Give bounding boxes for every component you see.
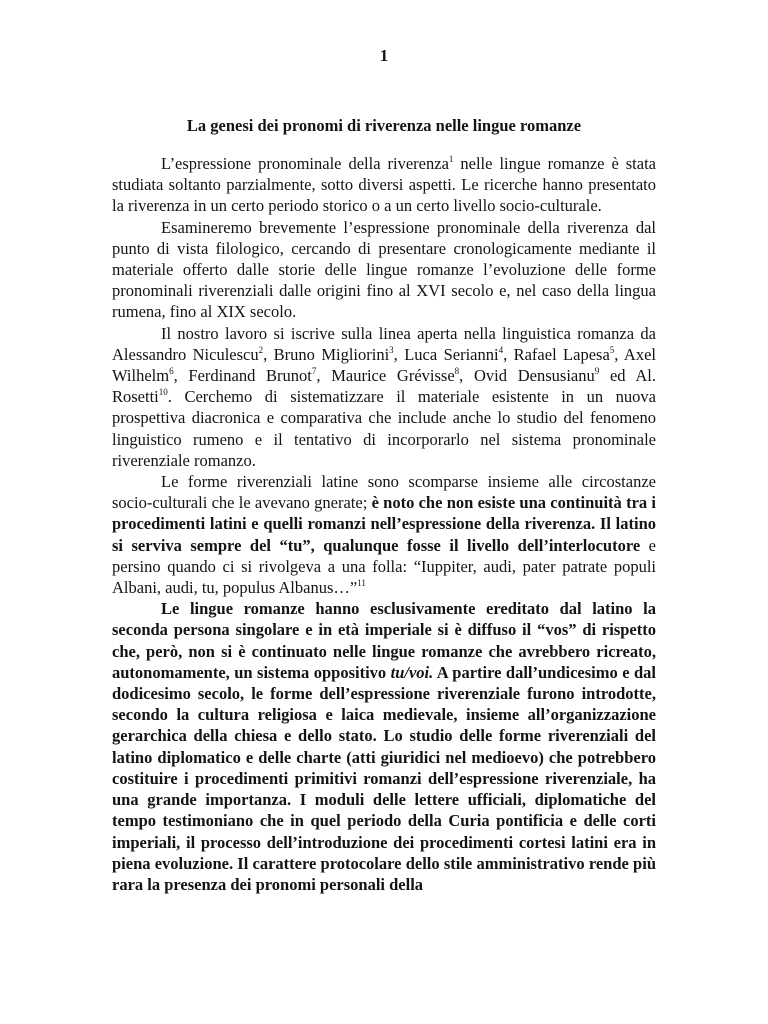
document-body (112, 153, 656, 895)
text-run: nelle lingue romanze è stata studiata soltanto parzialmente, sotto diversi aspetti. Le ricerche hanno presentato la riverenza in un certo periodo storico o a un certo livello socio-culturale. (112, 154, 656, 216)
footnote-ref-4[interactable]: 4 (498, 344, 504, 355)
paragraph-5 (112, 598, 656, 895)
text-run: Le lingue romanze hanno esclusivamente ereditato dal latino la seconda persona singolare e in età imperiale si è diffuso il “vos” di rispetto che, però, non si è continuato nelle lingue romanze che avrebbero ricreato, autonomamente, un sistema oppositivo (112, 599, 656, 682)
text-run: e persino quando ci si rivolgeva a una folla: “Iuppiter, audi, pater patrate populi Albani, audi, tu, populus Albanus…” (112, 535, 656, 598)
text-run: , Maurice Grévisse (316, 366, 455, 386)
italic-text-run: tu/voi. (390, 662, 434, 682)
paragraph-4 (112, 471, 656, 598)
text-run: A partire dall’undicesimo e dal dodicesimo secolo, le forme dell’espressione riverenziale furono introdotte, secondo la cultura religiosa e laica medievale, insieme all’organizzazione gerarchica della chiesa e dello stato. Lo studio delle forme riverenziali del latino diplomatico e delle charte (atti giuridici nel medioevo) che potrebbero costituire i procedimenti primitivi romanzi dell’espressione riverenziale, ha una grande importanza. I moduli delle lettere ufficiali, diplomatiche del tempo testimoniano che in quel periodo della Curia pontificia e delle corti imperiali, il processo dell’introduzione dei procedimenti cortesi latini era in piena evoluzione. Il carattere protocolare dello stile amministrativo rende più rara la presenza dei pronomi personali della (112, 662, 656, 894)
text-run: Le forme riverenziali latine sono scomparse insieme alle circostanze socio-culturali che le avevano gnerate; (112, 472, 656, 513)
text-run: ed Al. Rosetti (112, 366, 656, 407)
text-run: , Ovid Densusianu (459, 366, 595, 386)
paragraph-2: Esamineremo brevemente l’espressione pronominale della riverenza dal punto di vista filologico, cercando di presentare cronologicamente mediante il materiale offerto dalle storie delle lingue romanze l’evoluzione delle forme pronominali riverenziali dalle origini fino al XVI secolo e, nel caso della lingua rumena, fino al XIX secolo. (112, 217, 656, 322)
footnote-ref-11[interactable]: 11 (357, 578, 366, 589)
paragraph-1 (112, 153, 656, 217)
text-run: . Cerchemo di sistematizzare il materiale esistente in un nuova prospettiva diacronica e comparativa che include anche lo studio del fenomeno linguistico rumeno e il tentativo di incorporarlo nel sistema pronominale riverenziale romanzo. (112, 387, 656, 470)
footnote-ref-3[interactable]: 3 (389, 344, 394, 355)
text-run: , Bruno Migliorini (263, 344, 390, 364)
text-run: , Ferdinand Brunot (173, 366, 312, 386)
text-run: L’espressione pronominale della riverenza (161, 154, 449, 173)
footnote-ref-1[interactable]: 1 (448, 154, 454, 164)
bold-text-run: è noto che non esiste una continuità tra i procedimenti latini e quelli romanzi nell’espressione della riverenza. Il latino si serviva sempre del “tu”, qualunque fosse il livello dell’interlocutore (112, 493, 656, 555)
footnote-ref-6[interactable]: 6 (169, 366, 174, 377)
footnote-ref-5[interactable]: 5 (609, 344, 615, 355)
footnote-ref-9[interactable]: 9 (594, 366, 600, 377)
text-run: , Rafael Lapesa (503, 344, 610, 364)
footnote-ref-2[interactable]: 2 (258, 344, 264, 355)
footnote-ref-10[interactable]: 10 (158, 387, 168, 398)
page-number: 1 (379, 46, 389, 65)
footnote-ref-8[interactable]: 8 (454, 366, 460, 377)
text-run: , Axel Wilhelm (112, 344, 656, 386)
footnote-ref-7[interactable]: 7 (311, 366, 317, 377)
document-title: La genesi dei pronomi di riverenza nelle lingue romanze (186, 116, 582, 135)
text-run: Il nostro lavoro si iscrive sulla linea aperta nella linguistica romanza da Alessandro Niculescu (112, 323, 656, 364)
paragraph-3 (112, 323, 656, 471)
text-run: , Luca Serianni (393, 344, 499, 364)
